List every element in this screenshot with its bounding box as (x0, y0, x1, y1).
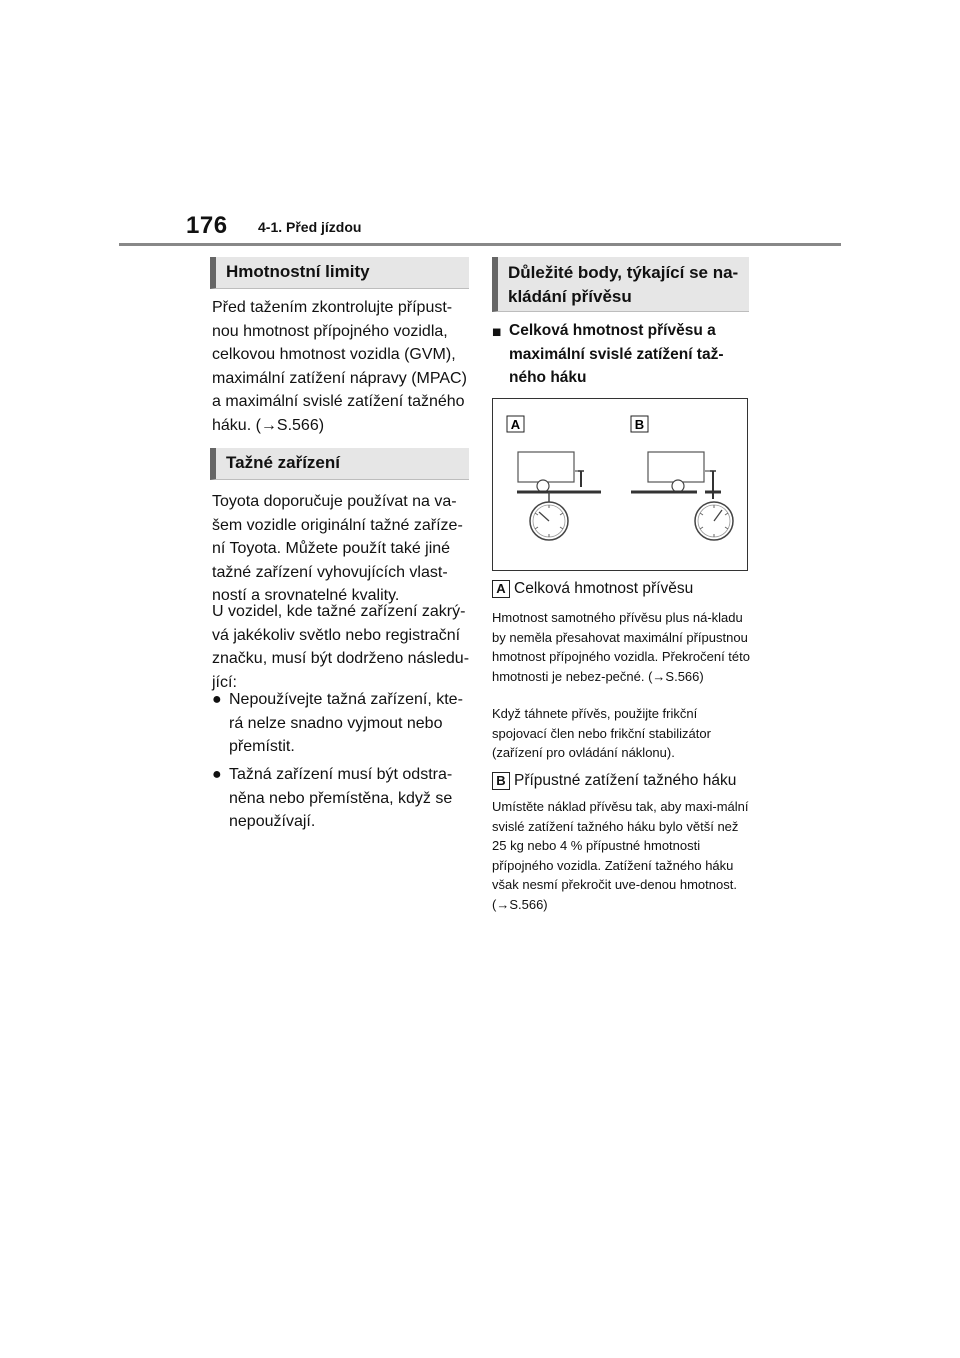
trailer-scale-a (517, 452, 601, 540)
wheel-icon (537, 480, 549, 492)
heading-towing-device: Tažné zařízení (210, 448, 469, 480)
item-a-text: Hmotnost samotného přívěsu plus ná-kladu by neměla přesahovat maximální přípustnou hmotnost přípojného vozidla. Překročení této hmotnosti je nebez-pečné. (→S.566) (492, 610, 750, 684)
heading-weight-limits: Hmotnostní limity (210, 257, 469, 289)
square-bullet-icon: ■ (492, 324, 502, 341)
bullet-text: Nepoužívejte tažná zařízení, kte-rá nelze snadno vyjmout nebo přemístit. (229, 691, 463, 755)
diagram-label-a: A (510, 417, 521, 432)
trailer-weight-diagram (492, 398, 748, 571)
bullet-item (212, 688, 470, 759)
item-a-label: A (492, 580, 510, 598)
header-rule (119, 243, 841, 246)
section-title: 4-1. Před jízdou (258, 219, 362, 235)
item-a-title: Celková hmotnost přívěsu (514, 580, 694, 597)
bullet-text: Tažná zařízení musí být odstra-něna nebo přemístěna, když se nepoužívají. (229, 766, 453, 830)
item-a-text-2: Když táhnete přívěs, použijte frikční spojovací člen nebo frikční stabilizátor (zařízení pro ovládání náklonu). (492, 706, 711, 760)
towing-obstruction-paragraph: U vozidel, kde tažné zařízení zakrý-vá jakékoliv světlo nebo registrační značku, musí být dodrženo následu-jící: (212, 603, 470, 691)
page-number: 176 (186, 212, 228, 239)
subheading-trailer-weight (492, 319, 750, 390)
bullet-dot-icon: ● (212, 691, 222, 708)
bullet-dot-icon: ● (212, 766, 222, 783)
bullet-item (212, 763, 470, 834)
trailer-body-icon (518, 452, 574, 482)
diagram-svg (493, 399, 747, 570)
diagram-label-b: B (634, 417, 645, 432)
towing-recommendation-paragraph: Toyota doporučuje používat na va-šem vozidle originální tažné zaříze-ní Toyota. Můžete použít také jiné tažné zařízení vyhovujících vlast-ností a srovnatelné kvality. (212, 493, 463, 604)
subheading-text: Celková hmotnost přívěsu a maximální svislé zatížení taž-ného háku (509, 322, 724, 386)
wheel-icon (672, 480, 684, 492)
trailer-body-icon (648, 452, 704, 482)
weight-limits-paragraph: Před tažením zkontrolujte přípust-nou hmotnost přípojného vozidla, celkovou hmotnost vozidla (GVM), maximální zatížení nápravy (MPAC) a maximální svislé zatížení tažného háku. (→S.566) (212, 299, 467, 434)
trailer-scale-b (631, 452, 733, 540)
item-b-title: Přípustné zatížení tažného háku (514, 772, 737, 789)
heading-trailer-loading: Důležité body, týkající se na-kládání přívěsu (492, 257, 749, 312)
item-b-label: B (492, 772, 510, 790)
item-b-text: Umístěte náklad přívěsu tak, aby maxi-mální svislé zatížení tažného háku bylo větší než 25 kg nebo 4 % přípustné hmotnosti přípojného vozidla. Zatížení tažného háku však nesmí překročit uve-denou hmotnost. (→S.566) (492, 799, 749, 912)
